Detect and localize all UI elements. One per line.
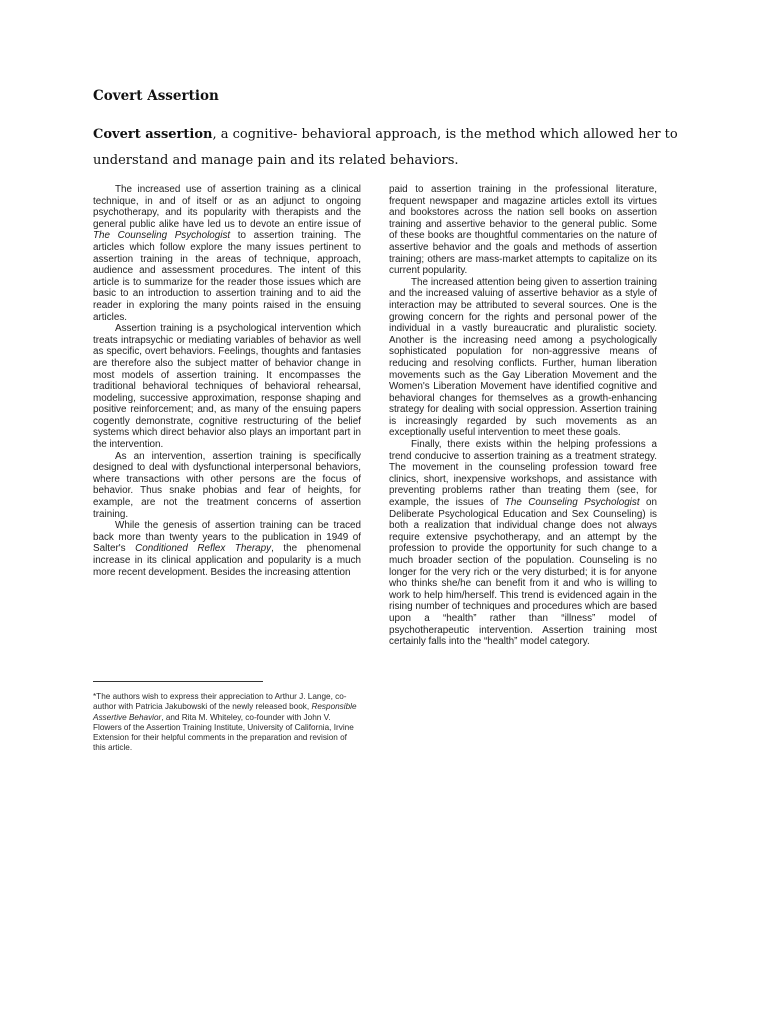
footnote	[93, 692, 361, 754]
scan-left-p4-book: Conditioned Reflex Therapy	[135, 543, 272, 555]
scan-right-p3-text-a: Finally, there exists within the helping professions a trend conducive to assertion training as a treatment strategy. The movement in the counseling profession toward free clinics, short, inexpensive workshops, and assistance with preventing problems rather than treating them (see, for example, the issues of	[389, 439, 657, 509]
scan-right-paragraph-3	[389, 439, 657, 648]
scan-left-p1-text-b: to assertion training. The articles which follow explore the many issues pertinent to assertion training in the areas of technique, approach, audience and assessment procedures. The intent of this article is to summarize for the reader those issues which are basic to an introduction to assertion training and to aid the reader in exploring the many points raised in the ensuing articles.	[93, 230, 361, 323]
scan-right-paragraph-2: The increased attention being given to assertion training and the increased valuing of assertive behavior as a style of interaction may be attributed to several sources. One is the growing concern for the rights and personal power of the individual in a vastly bureaucratic and pluralistic society. Another is the increasing need among a psychologically sophisticated population for non-aggressive means of reducing and resolving conflicts. Further, human liberation movements such as the Gay Liberation Movement and the Women's Liberation Movement have identified cognitive and behavioral changes for themselves as a growth-enhancing strategy for dealing with social oppression. Assertion training is increasingly regarded by such movements as an exceptionally useful intervention to meet these goals.	[389, 276, 657, 439]
footnote-divider	[93, 681, 263, 682]
intro-paragraph	[93, 122, 693, 174]
scan-left-paragraph-4	[93, 520, 361, 578]
scan-left-paragraph-1	[93, 184, 361, 323]
intro-text: , a cognitive- behavioral approach, is the method which allowed her to understand and manage pain and its related behaviors.	[93, 127, 678, 168]
scan-left-column	[93, 184, 361, 578]
scanned-article-image	[93, 184, 669, 772]
scan-left-p1-journal: The Counseling Psychologist	[93, 230, 231, 242]
scan-left-paragraph-3: As an intervention, assertion training is specifically designed to deal with dysfunctional interpersonal behaviors, where transactions with other persons are the focus of behavior. Thus snake phobias and fear of heights, for example, are not the treatment concerns of assertion training.	[93, 450, 361, 520]
scan-left-p4-text-b: , the phenomenal increase in its clinical application and popularity is a much more recent development. Besides the increasing attention	[93, 543, 361, 578]
scan-right-column	[389, 184, 657, 648]
scan-right-p3-journal: The Counseling Psychologist	[504, 497, 640, 509]
scan-left-p4-text-a: While the genesis of assertion training can be traced back more than twenty years to the publication in 1949 of Salter's	[93, 520, 361, 555]
document-heading: Covert Assertion	[93, 88, 219, 104]
scan-right-p3-text-b: on Deliberate Psychological Education and Sex Counseling) is both a realization that individual change does not always require extensive psychotherapy, and an attempt by the profession to provide the opportunity for such change to a much broader section of the population. Counseling is no longer for the very rich or the very disturbed; it is for anyone who thinks she/he can benefit from it and who is willing to work to help him/herself. This trend is evidenced again in the rising number of techniques and procedures which are based upon a “health” rather than “illness” model of psychotherapeutic intervention. Assertion training most certainly falls into the “health” model category.	[389, 497, 657, 648]
footnote-book: Responsible Assertive Behavior	[93, 702, 357, 722]
scan-right-paragraph-1: paid to assertion training in the professional literature, frequent newspaper and magazine articles extoll its virtues and bookstores across the nation sell books on assertion training and assertive behavior to the general public. Some of these books are thoughtful commentaries on the nature of assertive behavior and the goals and methods of assertion training; others are mass-market attempts to capitalize on its current popularity.	[389, 184, 657, 277]
footnote-text-a: *The authors wish to express their appreciation to Arthur J. Lange, co-author with Patricia Jakubowski of the newly released book,	[93, 692, 347, 712]
scan-left-paragraph-2: Assertion training is a psychological intervention which treats intrapsychic or mediating variables of behavior as well as specific, overt behaviors. Feelings, thoughts and fantasies are therefore also the subject matter of behavior change in most models of assertion training. It encompasses the traditional behavioral techniques of behavioral rehearsal, modeling, successive approximation, response shaping and positive reinforcement; and, as many of the ensuing papers cogently demonstrate, cognitive restructuring of the belief systems which direct behavior also plays an important part in the intervention.	[93, 323, 361, 451]
scan-left-p1-text-a: The increased use of assertion training as a clinical technique, in and of itself or as an adjunct to ongoing psychotherapy, and its popularity with therapists and the general public alike have led us to devote an entire issue of	[93, 184, 361, 230]
footnote-text-b: , and Rita M. Whiteley, co-founder with John V. Flowers of the Assertion Training Institute, University of California, Irvine Extension for their helpful comments in the preparation and revision of this article.	[93, 712, 354, 753]
intro-bold-term: Covert assertion	[93, 127, 213, 142]
